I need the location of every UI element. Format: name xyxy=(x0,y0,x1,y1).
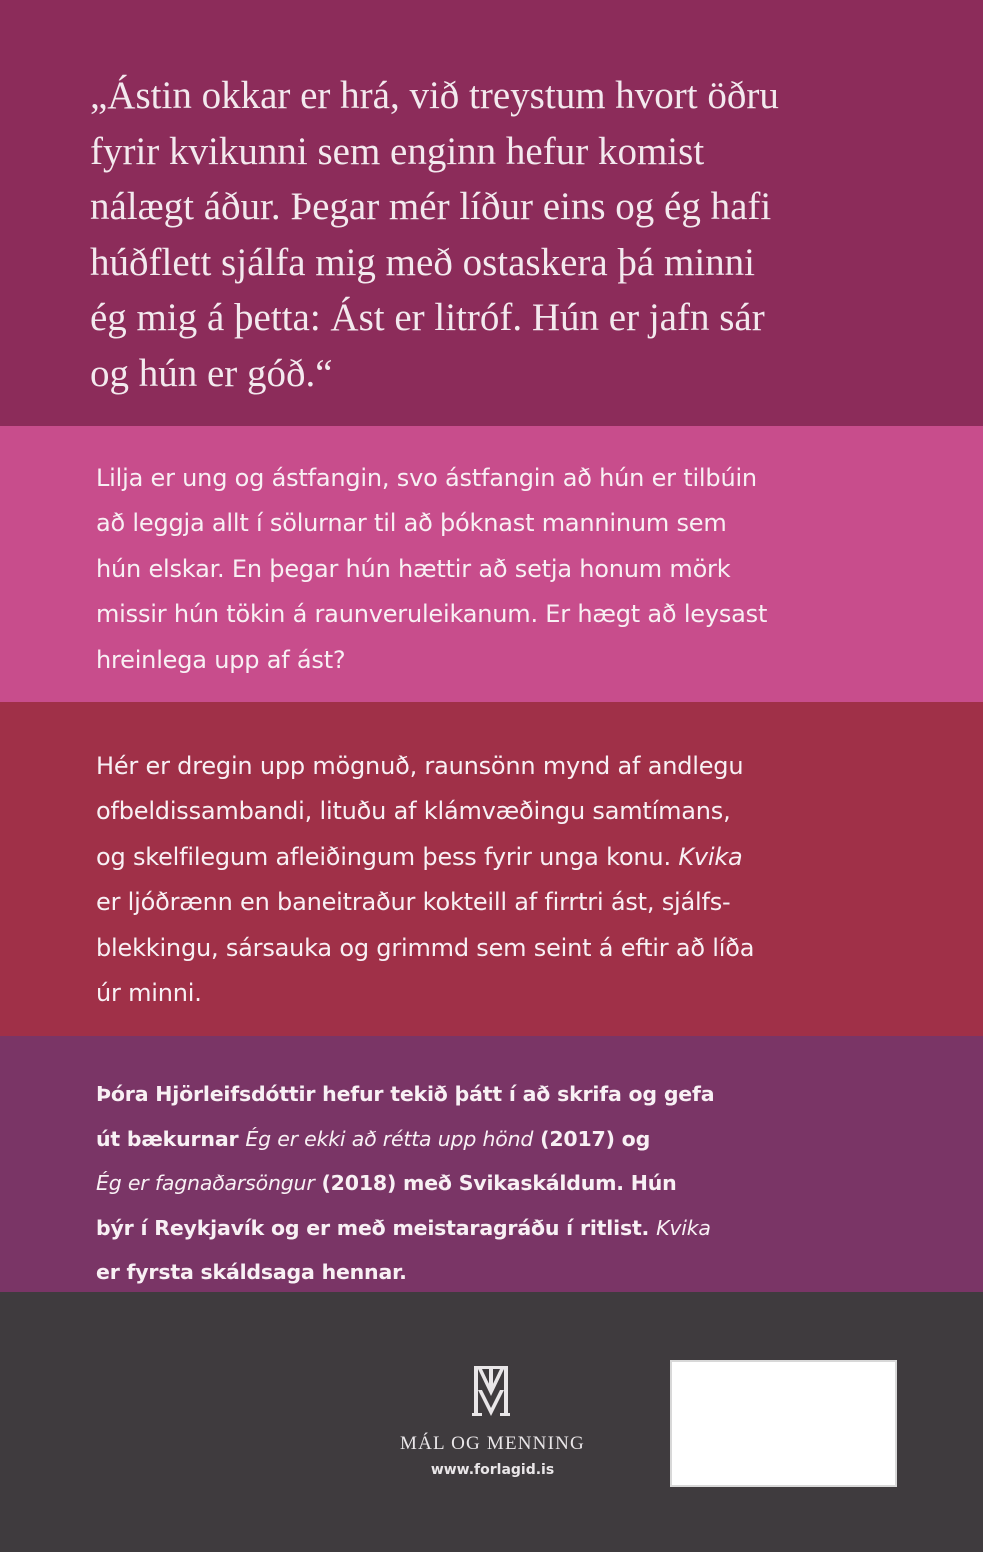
book-title: Kvika xyxy=(678,842,743,871)
bio-line xyxy=(96,1117,926,1162)
bio-line: Þóra Hjörleifsdóttir hefur tekið þátt í að skrifa og gefa xyxy=(96,1082,715,1106)
publisher-website: www.forlagid.is xyxy=(430,1462,555,1478)
quote-line: nálægt áður. Þegar mér líður eins og ég hafi xyxy=(90,185,772,229)
pull-quote xyxy=(90,68,910,402)
quote-line: og hún er góð.“ xyxy=(90,351,333,395)
blurb-paragraph-2 xyxy=(96,744,926,1016)
bio-line xyxy=(96,1161,926,1206)
book-title: Ég er ekki að rétta upp hönd xyxy=(245,1126,534,1151)
mm-monogram-icon xyxy=(470,1362,512,1420)
book-title: Kvika xyxy=(656,1215,711,1240)
publisher-name: MÁL OG MENNING xyxy=(400,1433,585,1454)
bio-text: út bækurnar xyxy=(96,1126,239,1151)
blurb-line: Lilja er ung og ástfangin, svo ástfangin að hún er tilbúin xyxy=(96,464,757,492)
blurb-line xyxy=(96,835,926,880)
blurb-line: að leggja allt í sölurnar til að þóknast manninum sem xyxy=(96,509,727,538)
quote-line: fyrir kvikunni sem enginn hefur komist xyxy=(90,129,705,173)
blurb-line: ofbeldissambandi, lituðu af klámvæðingu samtímans, xyxy=(96,797,731,826)
barcode-label-area xyxy=(670,1360,897,1487)
bio-line: er fyrsta skáldsaga hennar. xyxy=(96,1260,407,1284)
blurb-text: og skelfilegum afleiðingum þess fyrir unga konu. xyxy=(96,842,671,871)
blurb-line: missir hún tökin á raunveruleikanum. Er hægt að leysast xyxy=(96,600,768,629)
bio-line xyxy=(96,1206,926,1251)
blurb-line: hreinlega upp af ást? xyxy=(96,645,346,674)
blurb-line: Hér er dregin upp mögnuð, raunsönn mynd af andlegu xyxy=(96,752,744,780)
blurb-paragraph-1 xyxy=(96,456,926,683)
quote-line: ég mig á þetta: Ást er litróf. Hún er jafn sár xyxy=(90,296,765,340)
bio-text: (2018) með Svikaskáldum. Hún xyxy=(321,1171,677,1195)
blurb-line: blekkingu, sársauka og grimmd sem seint á eftir að líða xyxy=(96,933,755,962)
book-title: Ég er fagnaðarsöngur xyxy=(96,1171,315,1195)
author-bio xyxy=(96,1072,926,1295)
blurb-line: er ljóðrænn en baneitraður kokteill af firrtri ást, sjálfs- xyxy=(96,888,731,917)
quote-line: „Ástin okkar er hrá, við treystum hvort öðru xyxy=(90,74,779,117)
blurb-line: hún elskar. En þegar hún hættir að setja honum mörk xyxy=(96,554,731,583)
blurb-line: úr minni. xyxy=(96,979,202,1008)
bio-text: (2017) og xyxy=(540,1126,651,1151)
bio-text: býr í Reykjavík og er með meistaragráðu í ritlist. xyxy=(96,1215,650,1240)
quote-line: húðflett sjálfa mig með ostaskera þá minni xyxy=(90,240,755,284)
